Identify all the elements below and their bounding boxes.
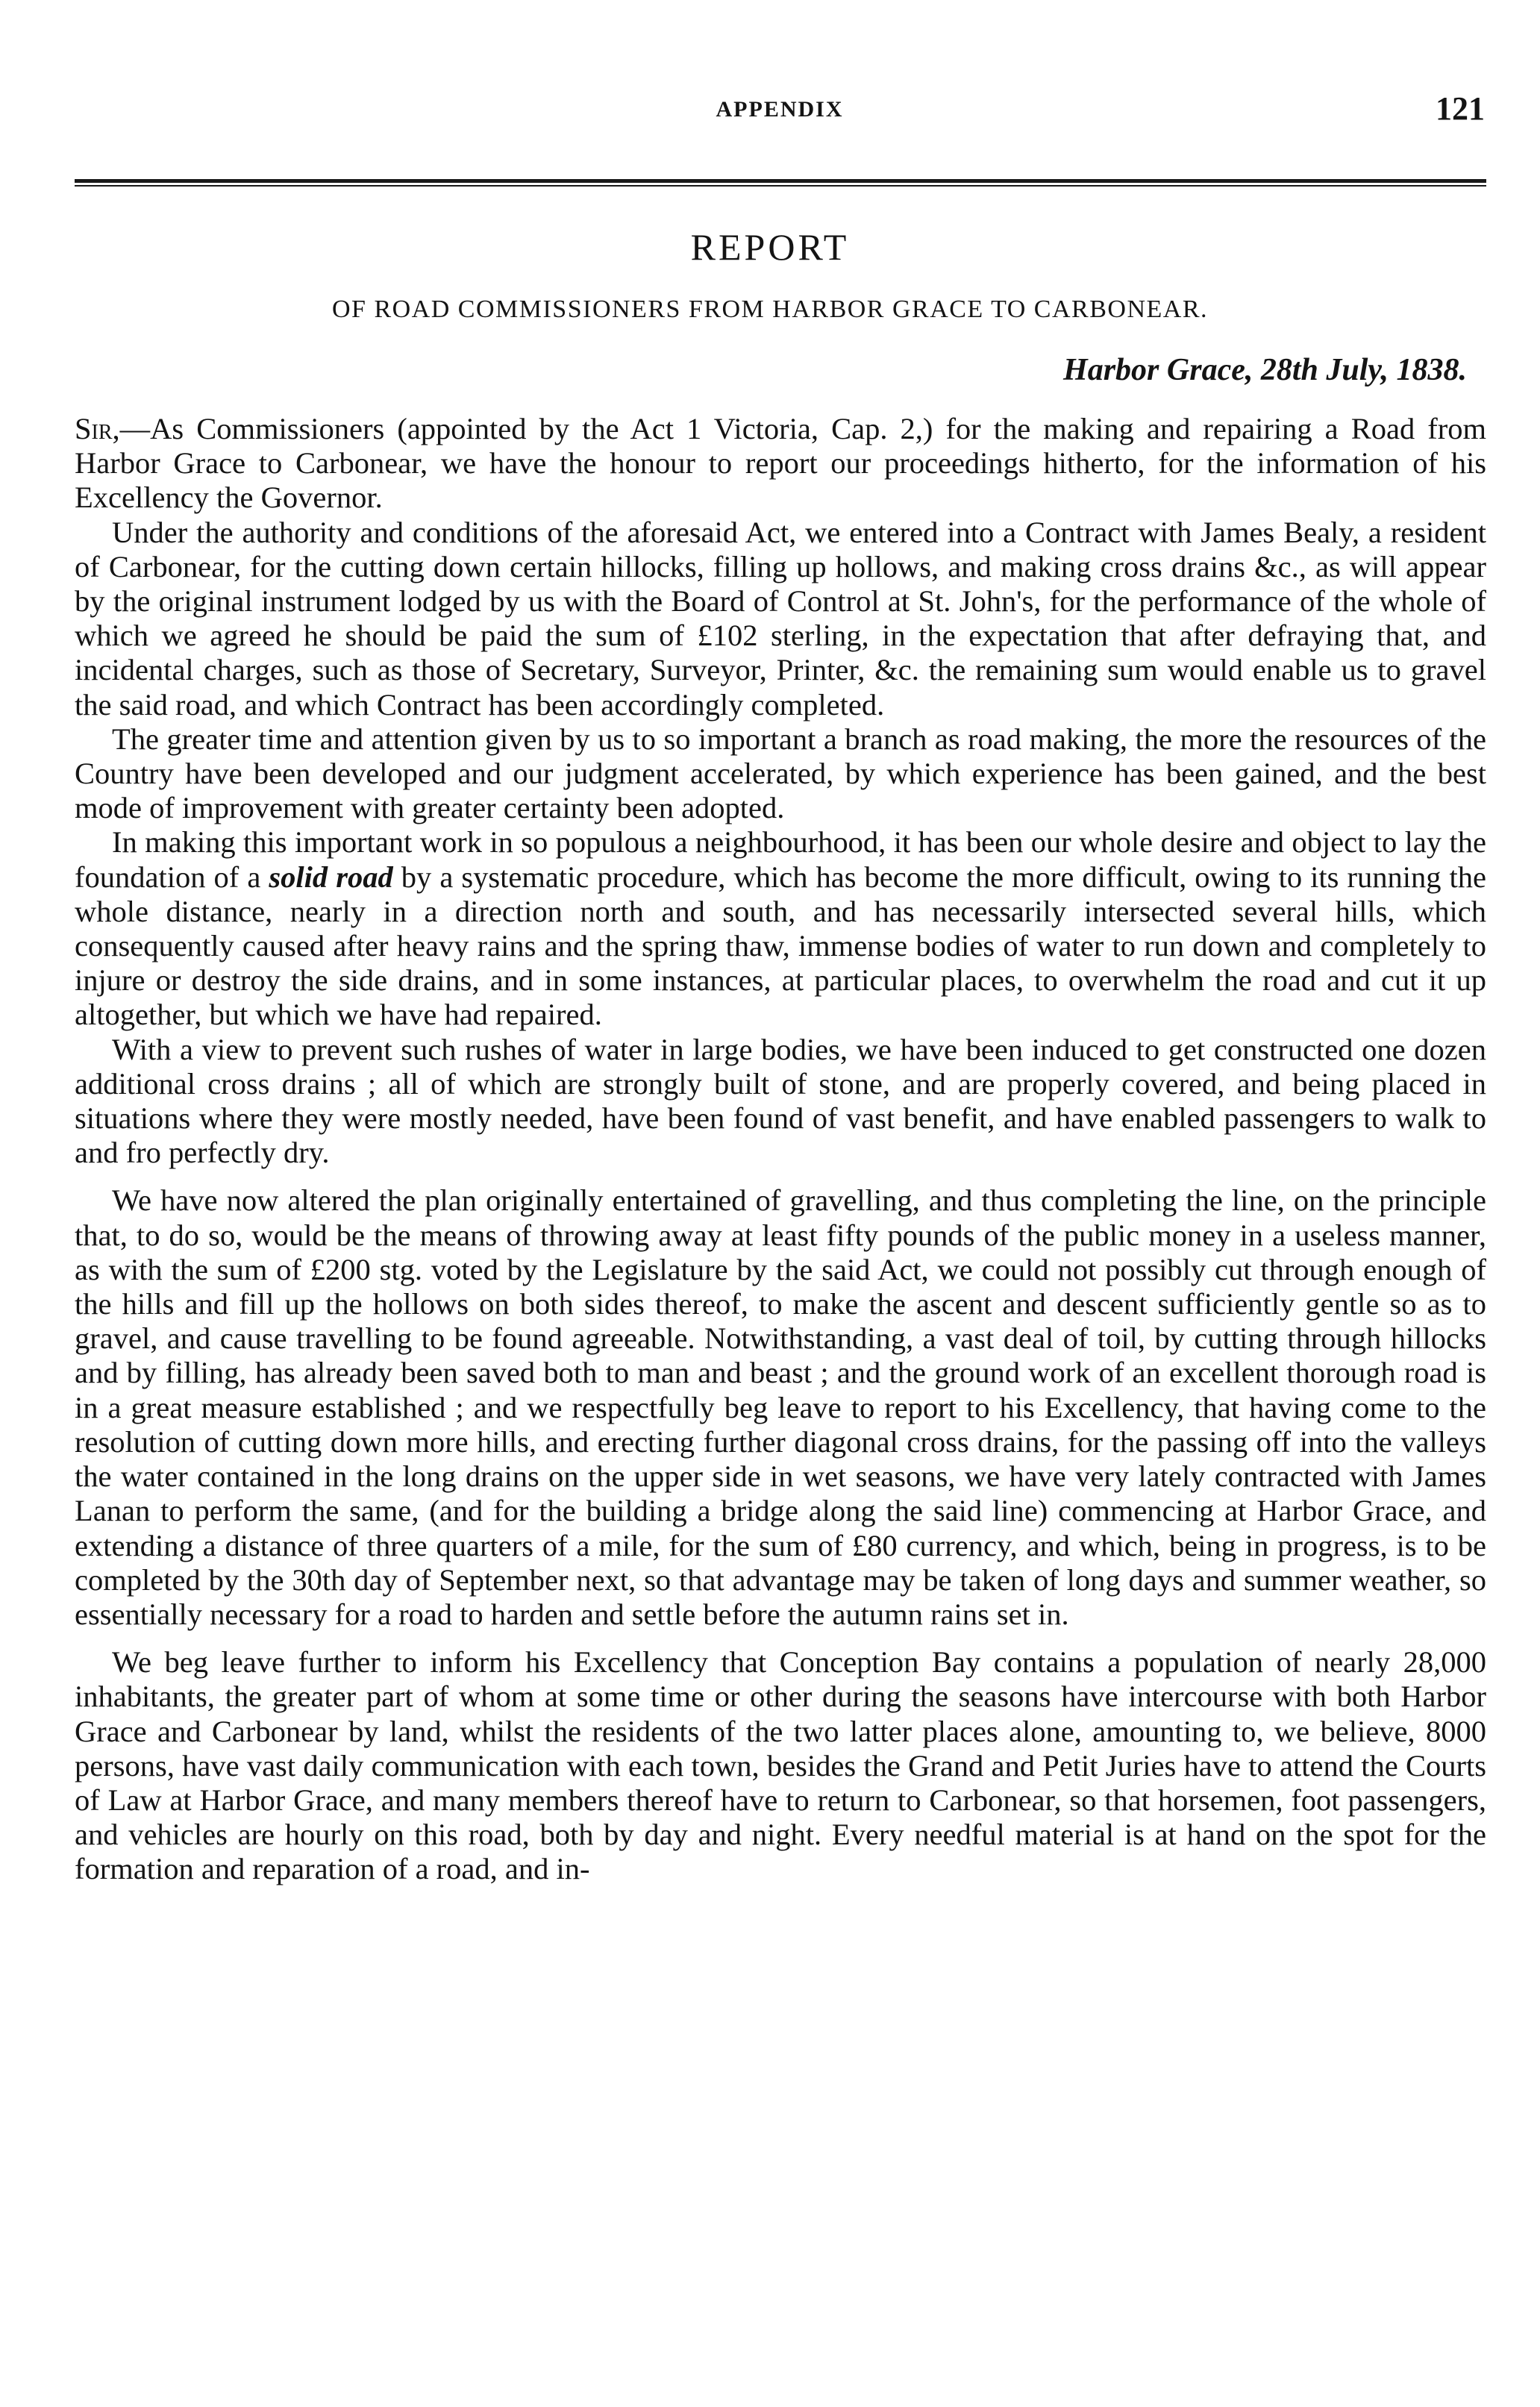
paragraph-salutation: [75, 412, 1486, 516]
report-title: REPORT: [690, 226, 850, 268]
running-title: APPENDIX: [716, 97, 844, 122]
paragraph-4-before: In making this important work in so populous a neighbourhood, it has been our whole desire and object to lay the foundation of a: [75, 825, 1486, 894]
dateline: Harbor Grace, 28th July, 1838.: [1063, 353, 1467, 387]
paragraph-cross-drains: With a view to prevent such rushes of water in large bodies, we have been induced to get constructed one dozen additional cross drains ; all of which are strongly built of stone, and are properly covered, and being placed in situations where they were mostly needed, have been found of vast benefit, and have enabled passengers to walk to and fro perfectly dry.: [75, 1032, 1486, 1170]
running-head: [75, 90, 1485, 134]
paragraph-4-after: by a systematic procedure, which has become the more difficult, owing to its running the whole distance, nearly in a direction north and south, and has necessarily intersected several hills, which consequently caused after heavy rains and the spring thaw, immense bodies of water to run down and completely to injure or destroy the side drains, and in some instances, at particular places, to overwhelm the road and cut it up altogether, but which we have had repaired.: [75, 860, 1487, 1032]
paragraph-contract: Under the authority and conditions of the aforesaid Act, we entered into a Contract with James Bealy, a resident of Carbonear, for the cutting down certain hillocks, filling up hollows, and making cross drains &c., as will appear by the original instrument lodged by us with the Board of Control at St. John's, for the performance of the whole of which we agreed he should be paid the sum of £102 sterling, in the expectation that after defraying that, and incidental charges, such as those of Secretary, Surveyor, Printer, &c. the remaining sum would enable us to gravel the said road, and which Contract has been accordingly completed.: [75, 515, 1486, 722]
page-number: 121: [1436, 90, 1485, 127]
report-subtitle: OF ROAD COMMISSIONERS FROM HARBOR GRACE TO CARBONEAR.: [331, 295, 1208, 323]
paragraph-solid-road: [75, 825, 1486, 1032]
report-body: [75, 412, 1486, 1887]
paragraph-1-text: —As Commissioners (appointed by the Act 1 Victoria, Cap. 2,) for the making and repairing a Road from Harbor Grace to Carbonear, we have the honour to report our proceedings hitherto, for the information of his Excellency the Governor.: [75, 412, 1486, 515]
paragraph-gravelling: We have now altered the plan originally entertained of gravelling, and thus completing the line, on the principle that, to do so, would be the means of throwing away at least fifty pounds of the public money in a useless manner, as with the sum of £200 stg. voted by the Legislature by the said Act, we could not possibly cut through enough of the hills and fill up the hollows on both sides thereof, to make the ascent and descent sufficiently gentle so as to gravel, and cause travelling to be found agreeable. Notwithstanding, a vast deal of toil, by cutting through hillocks and by filling, has already been saved both to man and beast ; and the ground work of an excellent thorough road is in a great measure established ; and we respectfully beg leave to report to his Excellency, that having come to the resolution of cutting down more hills, and erecting further diagonal cross drains, for the passing off into the valleys the water contained in the long drains on the upper side in wet seasons, we have very lately contracted with James Lanan to perform the same, (and for the building a bridge along the said line) commencing at Harbor Grace, and extending a distance of three quarters of a mile, for the sum of £80 currency, and which, being in progress, is to be completed by the 30th day of September next, so that advantage may be taken of long days and summer weather, so essentially necessary for a road to harden and settle before the autumn rains set in.: [75, 1183, 1486, 1631]
header-rule: [75, 179, 1486, 187]
paragraph-experience: The greater time and attention given by us to so important a branch as road making, the more the resources of the Country have been developed and our judgment accelerated, by which experience has been gained, and the best mode of improvement with greater certainty been adopted.: [75, 722, 1486, 825]
paragraph-4-emphasis: solid road: [269, 860, 393, 894]
salutation: Sir,: [75, 412, 120, 445]
paragraph-population: We beg leave further to inform his Excellency that Conception Bay contains a population of nearly 28,000 inhabitants, the greater part of whom at some time or other during the seasons have intercourse with both Harbor Grace and Carbonear by land, whilst the residents of the two latter places alone, amounting to, we believe, 8000 persons, have vast daily communication with each town, besides the Grand and Petit Juries have to attend the Courts of Law at Harbor Grace, and many members thereof have to return to Carbonear, so that horsemen, foot passengers, and vehicles are hourly on this road, both by day and night. Every needful material is at hand on the spot for the formation and reparation of a road, and in-: [75, 1645, 1486, 1886]
